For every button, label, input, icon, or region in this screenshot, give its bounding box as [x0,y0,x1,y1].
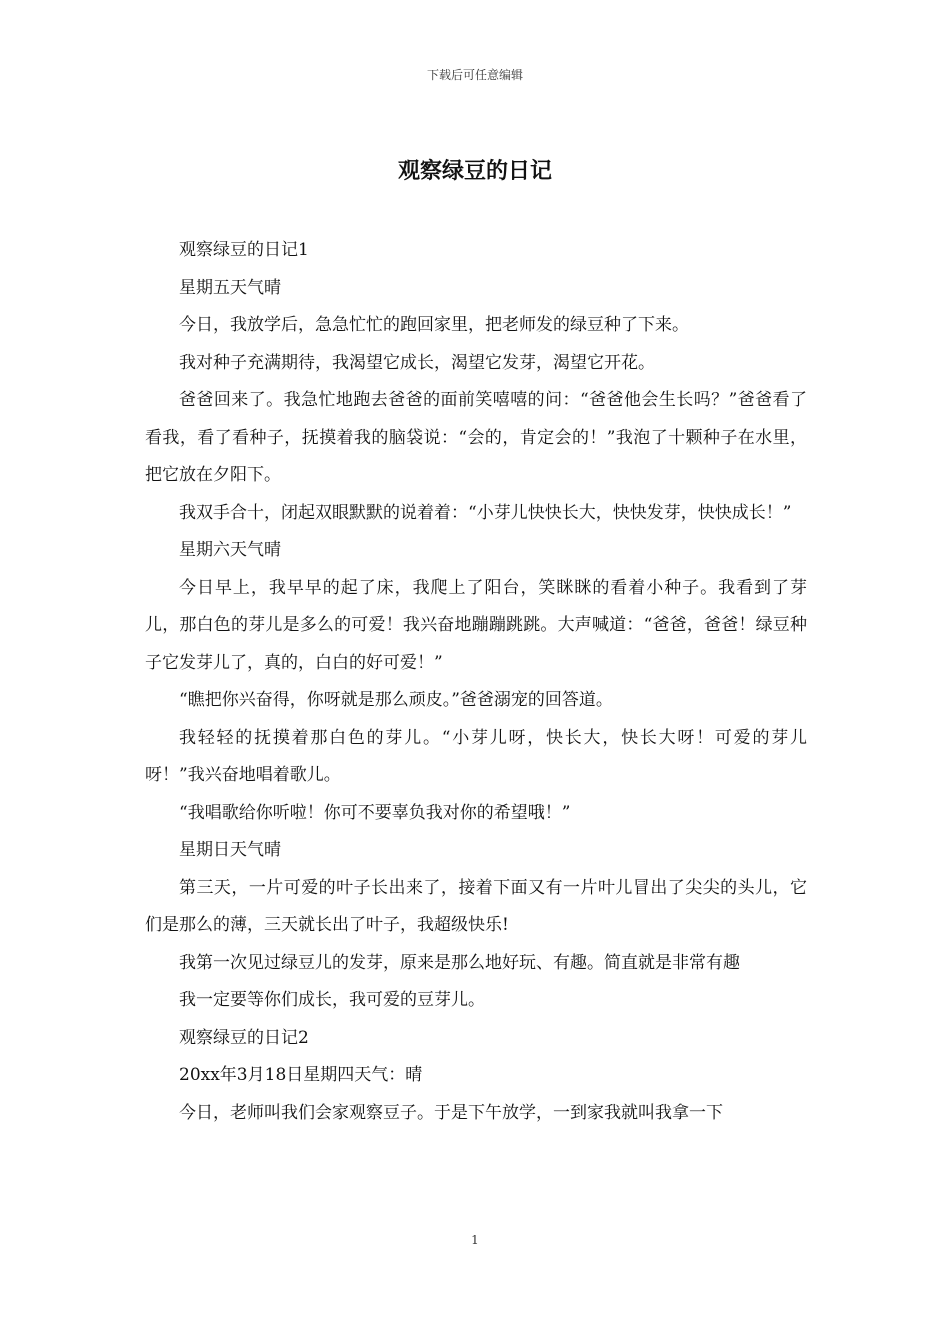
page-header: 下载后可任意编辑 [426,68,523,82]
paragraph: 我一定要等你们成长，我可爱的豆芽儿。 [179,990,485,1010]
paragraph: 20xx年3月18日星期四天气：晴 [179,1065,423,1085]
paragraph: 星期六天气晴 [179,540,281,560]
paragraph: 今日，我放学后，急急忙忙的跑回家里，把老师发的绿豆种了下来。 [179,315,689,335]
paragraph: 爸爸回来了。我急忙地跑去爸爸的面前笑嘻嘻的问：“爸爸他会生长吗？”爸爸看了看我，看了看种子，抚摸着我的脑袋说：“会的，肯定会的！”我泡了十颗种子在水里，把它放在夕阳下。 [145,390,807,485]
page-number: 1 [471,1233,479,1247]
document-title: 观察绿豆的日记 [397,158,552,184]
paragraph: 今日，老师叫我们会家观察豆子。于是下午放学，一到家我就叫我拿一下 [179,1102,723,1123]
paragraph: 今日早上，我早早的起了床，我爬上了阳台，笑眯眯的看着小种子。我看到了芽儿，那白色的芽儿是多么的可爱！我兴奋地蹦蹦跳跳。大声喊道：“爸爸，爸爸！绿豆种子它发芽儿了，真的，白白的好可爱！” [145,577,807,673]
paragraph: 第三天，一片可爱的叶子长出来了，接着下面又有一片叶儿冒出了尖尖的头儿，它们是那么的薄，三天就长出了叶子，我超级快乐! [145,877,807,935]
paragraph: “瞧把你兴奋得，你呀就是那么顽皮。”爸爸溺宠的回答道。 [179,690,613,710]
paragraph: 观察绿豆的日记2 [179,1027,309,1048]
paragraph: 我双手合十，闭起双眼默默的说着着：“小芽儿快快长大，快快发芽，快快成长！” [179,502,792,523]
paragraph: 我对种子充满期待，我渴望它成长，渴望它发芽，渴望它开花。 [179,352,655,373]
paragraph: “我唱歌给你听啦！你可不要辜负我对你的希望哦！” [179,802,571,823]
paragraph: 我轻轻的抚摸着那白色的芽儿。“小芽儿呀，快长大，快长大呀！可爱的芽儿呀！”我兴奋地唱着歌儿。 [145,727,807,785]
paragraph: 观察绿豆的日记1 [179,240,309,260]
paragraph: 我第一次见过绿豆儿的发芽，原来是那么地好玩、有趣。简直就是非常有趣 [179,952,740,973]
paragraph: 星期五天气晴 [179,277,281,298]
document-body [145,232,807,1132]
paragraph: 星期日天气晴 [179,840,281,860]
